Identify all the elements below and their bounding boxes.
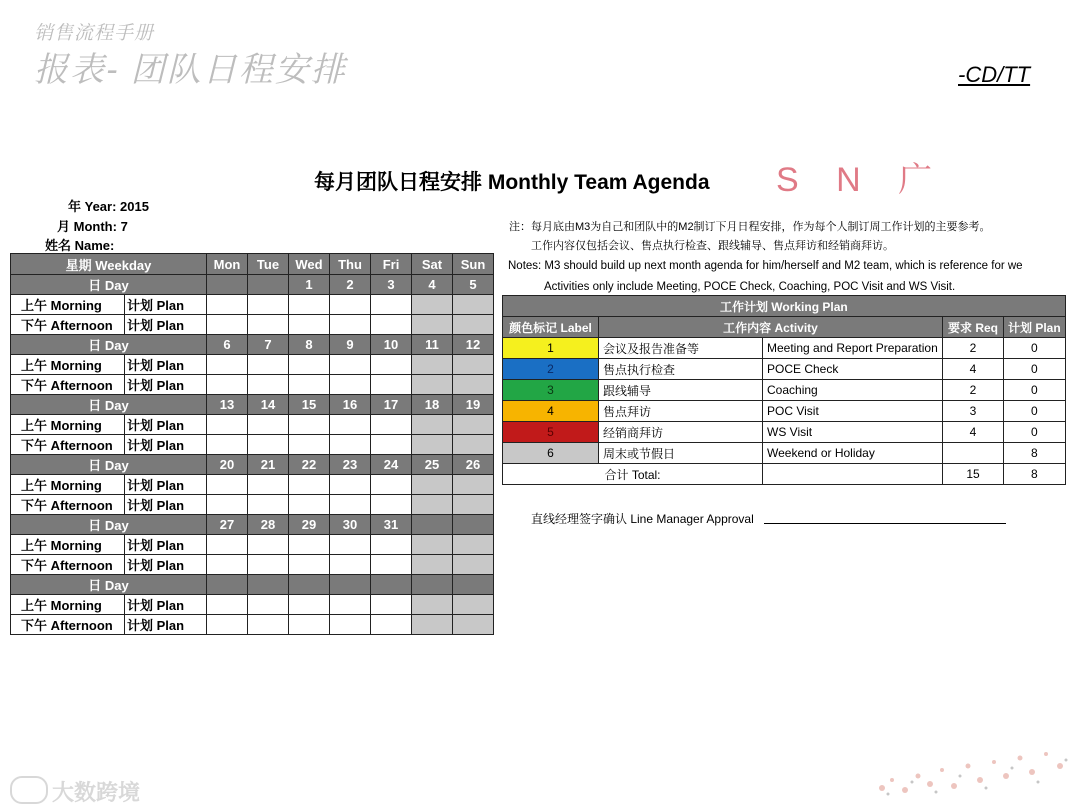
schedule-cell[interactable] <box>330 415 371 435</box>
schedule-cell[interactable] <box>289 495 330 515</box>
schedule-cell[interactable] <box>330 555 371 575</box>
schedule-cell[interactable] <box>248 495 289 515</box>
schedule-cell[interactable] <box>412 555 453 575</box>
schedule-cell[interactable] <box>412 535 453 555</box>
day-header-row <box>11 275 494 295</box>
schedule-cell[interactable] <box>453 535 494 555</box>
working-plan-table <box>502 295 1066 485</box>
day-number: 4 <box>412 275 453 295</box>
schedule-cell[interactable] <box>412 415 453 435</box>
weekday-tue: Tue <box>248 254 289 275</box>
floral-decoration-icon <box>870 740 1075 802</box>
year-row <box>68 196 149 215</box>
schedule-cell[interactable] <box>453 435 494 455</box>
schedule-cell[interactable] <box>248 315 289 335</box>
schedule-cell[interactable] <box>248 555 289 575</box>
schedule-cell[interactable] <box>330 295 371 315</box>
schedule-cell[interactable] <box>371 535 412 555</box>
weekday-wed: Wed <box>289 254 330 275</box>
day-number: 13 <box>207 395 248 415</box>
plan-label: 计划 Plan <box>125 595 207 615</box>
schedule-cell[interactable] <box>289 315 330 335</box>
plan-value: 0 <box>1004 359 1066 380</box>
day-number: 6 <box>207 335 248 355</box>
day-number: 15 <box>289 395 330 415</box>
schedule-cell[interactable] <box>412 495 453 515</box>
req-value: 4 <box>943 422 1004 443</box>
weekday-sat: Sat <box>412 254 453 275</box>
schedule-cell[interactable] <box>330 435 371 455</box>
schedule-cell[interactable] <box>412 355 453 375</box>
schedule-cell[interactable] <box>207 475 248 495</box>
day-label: 日 Day <box>11 395 207 415</box>
year-value: 2015 <box>120 199 149 214</box>
plan-label: 计划 Plan <box>125 615 207 635</box>
afternoon-label: 下午 Afternoon <box>11 435 125 455</box>
schedule-cell[interactable] <box>371 555 412 575</box>
activity-en: Weekend or Holiday <box>763 443 943 464</box>
day-label: 日 Day <box>11 275 207 295</box>
schedule-cell[interactable] <box>330 475 371 495</box>
day-number: 24 <box>371 455 412 475</box>
schedule-cell[interactable] <box>330 375 371 395</box>
plan-value: 0 <box>1004 401 1066 422</box>
schedule-cell[interactable] <box>248 375 289 395</box>
afternoon-label: 下午 Afternoon <box>11 495 125 515</box>
day-number <box>412 575 453 595</box>
watermark-logo-icon <box>10 776 48 804</box>
schedule-cell[interactable] <box>371 595 412 615</box>
afternoon-label: 下午 Afternoon <box>11 615 125 635</box>
schedule-cell[interactable] <box>453 375 494 395</box>
morning-label: 上午 Morning <box>11 595 125 615</box>
schedule-cell[interactable] <box>330 595 371 615</box>
total-req: 15 <box>943 464 1004 485</box>
day-number: 10 <box>371 335 412 355</box>
day-number: 16 <box>330 395 371 415</box>
plan-label: 计划 Plan <box>125 355 207 375</box>
schedule-cell[interactable] <box>207 375 248 395</box>
plan-value: 8 <box>1004 443 1066 464</box>
day-number: 1 <box>289 275 330 295</box>
watermark-text: 大数跨境 <box>52 780 141 805</box>
schedule-cell[interactable] <box>330 535 371 555</box>
afternoon-row <box>11 435 494 455</box>
schedule-cell[interactable] <box>453 355 494 375</box>
plan-value: 0 <box>1004 422 1066 443</box>
schedule-cell[interactable] <box>248 615 289 635</box>
schedule-cell[interactable] <box>453 415 494 435</box>
schedule-cell[interactable] <box>207 615 248 635</box>
afternoon-row <box>11 555 494 575</box>
afternoon-row <box>11 315 494 335</box>
day-number <box>248 575 289 595</box>
day-number: 7 <box>248 335 289 355</box>
req-value: 2 <box>943 338 1004 359</box>
morning-row <box>11 355 494 375</box>
activity-en: Coaching <box>763 380 943 401</box>
schedule-cell[interactable] <box>330 615 371 635</box>
activity-cn: 会议及报告准备等 <box>599 338 763 359</box>
weekday-header-row <box>11 254 494 275</box>
schedule-cell[interactable] <box>330 495 371 515</box>
day-header-row <box>11 335 494 355</box>
day-label: 日 Day <box>11 335 207 355</box>
activity-cn: 售点执行检查 <box>599 359 763 380</box>
day-header-row <box>11 515 494 535</box>
activity-cn: 售点拜访 <box>599 401 763 422</box>
afternoon-row <box>11 375 494 395</box>
schedule-cell[interactable] <box>248 475 289 495</box>
report-code: -CD/TT <box>958 62 1031 87</box>
plan-label: 计划 Plan <box>125 375 207 395</box>
schedule-cell[interactable] <box>453 595 494 615</box>
schedule-cell[interactable] <box>371 415 412 435</box>
schedule-cell[interactable] <box>371 295 412 315</box>
schedule-cell[interactable] <box>453 555 494 575</box>
activity-cn: 跟线辅导 <box>599 380 763 401</box>
approval-label: 直线经理签字确认 Line Manager Approval <box>531 512 754 526</box>
total-empty <box>763 464 943 485</box>
color-label-cell: 6 <box>503 443 599 464</box>
day-number: 25 <box>412 455 453 475</box>
activity-cn: 经销商拜访 <box>599 422 763 443</box>
day-number <box>248 275 289 295</box>
schedule-cell[interactable] <box>371 315 412 335</box>
day-number <box>207 575 248 595</box>
working-plan-title-row <box>503 296 1066 317</box>
day-number: 19 <box>453 395 494 415</box>
schedule-cell[interactable] <box>207 435 248 455</box>
activity-cn: 周末或节假日 <box>599 443 763 464</box>
activity-row <box>503 338 1066 359</box>
schedule-cell[interactable] <box>371 375 412 395</box>
schedule-cell[interactable] <box>207 295 248 315</box>
weekday-thu: Thu <box>330 254 371 275</box>
plan-label: 计划 Plan <box>125 295 207 315</box>
activity-en: Meeting and Report Preparation <box>763 338 943 359</box>
schedule-cell[interactable] <box>412 295 453 315</box>
morning-label: 上午 Morning <box>11 475 125 495</box>
plan-label: 计划 Plan <box>125 415 207 435</box>
activity-row <box>503 380 1066 401</box>
day-number <box>412 515 453 535</box>
schedule-cell[interactable] <box>248 415 289 435</box>
schedule-cell[interactable] <box>289 615 330 635</box>
activity-row <box>503 422 1066 443</box>
schedule-cell[interactable] <box>248 595 289 615</box>
day-label: 日 Day <box>11 515 207 535</box>
schedule-cell[interactable] <box>289 375 330 395</box>
schedule-cell[interactable] <box>371 495 412 515</box>
req-value: 3 <box>943 401 1004 422</box>
morning-row <box>11 415 494 435</box>
schedule-cell[interactable] <box>207 595 248 615</box>
plan-label: 计划 Plan <box>125 535 207 555</box>
schedule-cell[interactable] <box>330 315 371 335</box>
plan-value: 0 <box>1004 380 1066 401</box>
col-req: 要求 Req <box>943 317 1004 338</box>
morning-row <box>11 595 494 615</box>
day-number: 30 <box>330 515 371 535</box>
day-number: 21 <box>248 455 289 475</box>
plan-label: 计划 Plan <box>125 475 207 495</box>
notes-cn-line2: 工作内容仅包括会议、售点执行检查、跟线辅导、售点拜访和经销商拜访。 <box>531 240 894 252</box>
schedule-cell[interactable] <box>330 355 371 375</box>
schedule-cell[interactable] <box>248 295 289 315</box>
schedule-cell[interactable] <box>453 615 494 635</box>
plan-label: 计划 Plan <box>125 435 207 455</box>
name-label: 姓名 Name: <box>45 238 115 253</box>
day-number: 2 <box>330 275 371 295</box>
col-plan: 计划 Plan <box>1004 317 1066 338</box>
day-number: 28 <box>248 515 289 535</box>
working-plan-title: 工作计划 Working Plan <box>503 296 1066 317</box>
color-label-cell: 5 <box>503 422 599 443</box>
small-title: 销售流程手册 <box>34 23 155 44</box>
schedule-cell[interactable] <box>248 435 289 455</box>
day-header-row <box>11 395 494 415</box>
schedule-cell[interactable] <box>412 375 453 395</box>
schedule-cell[interactable] <box>412 435 453 455</box>
color-label-cell: 1 <box>503 338 599 359</box>
schedule-cell[interactable] <box>289 475 330 495</box>
schedule-cell[interactable] <box>207 555 248 575</box>
afternoon-label: 下午 Afternoon <box>11 315 125 335</box>
color-label-cell: 4 <box>503 401 599 422</box>
afternoon-row <box>11 615 494 635</box>
report-title: 报表- 团队日程安排 <box>34 51 347 89</box>
notes-cn-line1: 注：每月底由M3为自己和团队中的M2制订下月日程安排，作为每个人制订周工作计划的主要参考。 <box>509 221 991 233</box>
afternoon-label: 下午 Afternoon <box>11 555 125 575</box>
day-number: 9 <box>330 335 371 355</box>
year-label: 年 Year: <box>68 199 117 214</box>
weekday-label: 星期 Weekday <box>11 254 207 275</box>
day-number <box>453 515 494 535</box>
schedule-cell[interactable] <box>412 315 453 335</box>
schedule-cell[interactable] <box>207 415 248 435</box>
approval-signature-line[interactable] <box>764 523 1006 524</box>
decorative-letters: S N 广 <box>776 161 947 199</box>
day-number: 31 <box>371 515 412 535</box>
schedule-cell[interactable] <box>207 315 248 335</box>
schedule-cell[interactable] <box>371 355 412 375</box>
month-label: 月 Month: <box>57 219 117 234</box>
schedule-cell[interactable] <box>289 295 330 315</box>
schedule-cell[interactable] <box>412 475 453 495</box>
working-plan-header-row <box>503 317 1066 338</box>
schedule-cell[interactable] <box>289 355 330 375</box>
day-label: 日 Day <box>11 575 207 595</box>
req-value: 4 <box>943 359 1004 380</box>
schedule-cell[interactable] <box>248 535 289 555</box>
day-number: 5 <box>453 275 494 295</box>
day-number: 26 <box>453 455 494 475</box>
weekday-mon: Mon <box>207 254 248 275</box>
morning-label: 上午 Morning <box>11 355 125 375</box>
activity-row <box>503 443 1066 464</box>
weekday-fri: Fri <box>371 254 412 275</box>
schedule-cell[interactable] <box>289 435 330 455</box>
schedule-cell[interactable] <box>453 315 494 335</box>
schedule-cell[interactable] <box>371 615 412 635</box>
schedule-cell[interactable] <box>289 595 330 615</box>
color-label-cell: 2 <box>503 359 599 380</box>
total-label: 合计 Total: <box>503 464 763 485</box>
day-number <box>371 575 412 595</box>
activity-en: WS Visit <box>763 422 943 443</box>
activity-row <box>503 359 1066 380</box>
req-value: 2 <box>943 380 1004 401</box>
morning-row <box>11 535 494 555</box>
schedule-cell[interactable] <box>412 615 453 635</box>
month-value: 7 <box>120 219 128 234</box>
afternoon-label: 下午 Afternoon <box>11 375 125 395</box>
notes-en-line2: Activities only include Meeting, POCE Check, Coaching, POC Visit and WS Visit. <box>544 281 956 293</box>
day-number <box>289 575 330 595</box>
day-number: 22 <box>289 455 330 475</box>
main-title: 每月团队日程安排 Monthly Team Agenda <box>314 171 710 194</box>
day-number: 12 <box>453 335 494 355</box>
color-label-cell: 3 <box>503 380 599 401</box>
day-number: 29 <box>289 515 330 535</box>
schedule-cell[interactable] <box>371 475 412 495</box>
plan-value: 0 <box>1004 338 1066 359</box>
day-number: 3 <box>371 275 412 295</box>
morning-label: 上午 Morning <box>11 415 125 435</box>
day-header-row <box>11 575 494 595</box>
schedule-cell[interactable] <box>412 595 453 615</box>
col-activity: 工作内容 Activity <box>599 317 943 338</box>
schedule-cell[interactable] <box>207 495 248 515</box>
month-row <box>57 216 128 235</box>
schedule-cell[interactable] <box>207 355 248 375</box>
afternoon-row <box>11 495 494 515</box>
schedule-cell[interactable] <box>289 535 330 555</box>
total-plan: 8 <box>1004 464 1066 485</box>
plan-label: 计划 Plan <box>125 315 207 335</box>
plan-label: 计划 Plan <box>125 495 207 515</box>
schedule-cell[interactable] <box>453 495 494 515</box>
day-number: 14 <box>248 395 289 415</box>
schedule-cell[interactable] <box>207 535 248 555</box>
day-number <box>330 575 371 595</box>
calendar-table <box>10 253 494 635</box>
day-number <box>453 575 494 595</box>
col-label: 颜色标记 Label <box>503 317 599 338</box>
day-number: 18 <box>412 395 453 415</box>
day-header-row <box>11 455 494 475</box>
activity-en: POC Visit <box>763 401 943 422</box>
weekday-sun: Sun <box>453 254 494 275</box>
day-label: 日 Day <box>11 455 207 475</box>
day-number: 11 <box>412 335 453 355</box>
day-number: 17 <box>371 395 412 415</box>
day-number: 8 <box>289 335 330 355</box>
notes-en-line1: Notes: M3 should build up next month agenda for him/herself and M2 team, which is reference for we <box>508 260 1023 272</box>
morning-row <box>11 295 494 315</box>
schedule-cell[interactable] <box>289 415 330 435</box>
morning-row <box>11 475 494 495</box>
activity-en: POCE Check <box>763 359 943 380</box>
req-value <box>943 443 1004 464</box>
day-number: 20 <box>207 455 248 475</box>
day-number: 27 <box>207 515 248 535</box>
schedule-cell[interactable] <box>453 295 494 315</box>
schedule-cell[interactable] <box>371 435 412 455</box>
day-number <box>207 275 248 295</box>
plan-label: 计划 Plan <box>125 555 207 575</box>
morning-label: 上午 Morning <box>11 535 125 555</box>
schedule-cell[interactable] <box>289 555 330 575</box>
morning-label: 上午 Morning <box>11 295 125 315</box>
schedule-cell[interactable] <box>248 355 289 375</box>
day-number: 23 <box>330 455 371 475</box>
activity-row <box>503 401 1066 422</box>
total-row <box>503 464 1066 485</box>
schedule-cell[interactable] <box>453 475 494 495</box>
